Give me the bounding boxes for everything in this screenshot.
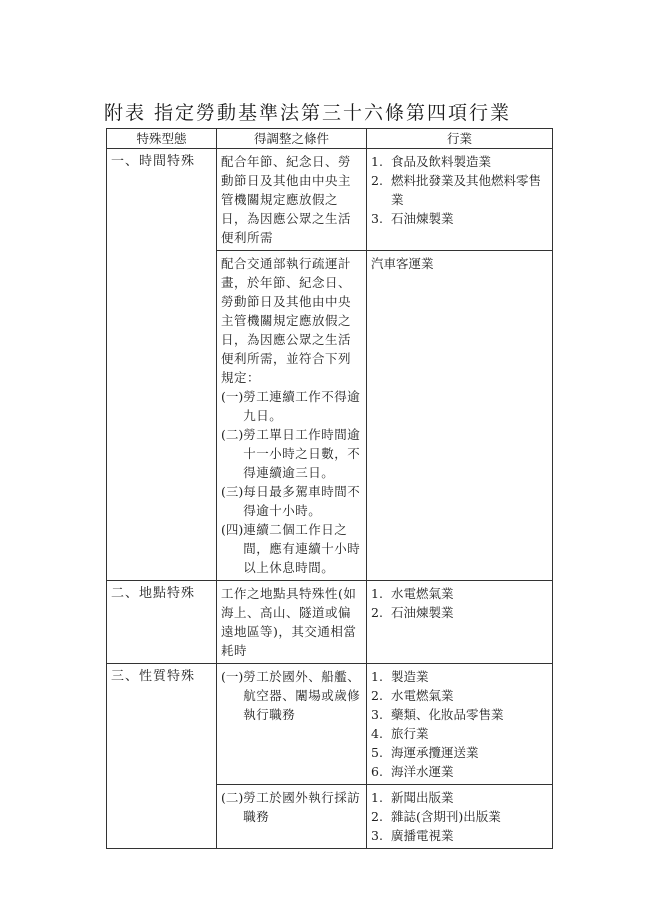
condition-text: 配合年節、紀念日、勞動節日及其他由中央主管機關規定應放假之日，為因應公眾之生活便利所需: [221, 154, 352, 245]
sub-condition: (二) 勞工於國外執行採訪職務: [221, 790, 361, 824]
sub-condition: (二) 勞工單日工作時間逾十一小時之日數，不得連續逾三日。: [221, 427, 361, 480]
type-nature-special: 三、性質特殊: [107, 664, 217, 849]
type-location-special: 二、地點特殊: [107, 581, 217, 664]
list-item: 3. 藥類、化妝品零售業: [371, 707, 504, 722]
list-item: 6. 海洋水運業: [371, 764, 454, 779]
condition-cell: [217, 251, 367, 581]
header-special-type: 特殊型態: [107, 129, 217, 149]
list-item: 2. 雜誌(含期刊)出版業: [371, 809, 501, 824]
list-item: 3. 石油煉製業: [371, 211, 454, 226]
condition-text: 工作之地點具特殊性(如海上、高山、隧道或偏遠地區等)，其交通相當耗時: [221, 586, 357, 658]
table-row: [107, 149, 553, 251]
sub-condition: (四) 連續二個工作日之間，應有連續十小時以上休息時間。: [221, 522, 361, 575]
list-item: 4. 旅行業: [371, 726, 429, 741]
list-item: 1. 新聞出版業: [371, 790, 454, 805]
list-item: 1. 食品及飲料製造業: [371, 154, 492, 169]
condition-cell: [217, 581, 367, 664]
industry-name: 汽車客運業: [371, 256, 434, 271]
table-header-row: [107, 129, 553, 149]
list-item: 2. 石油煉製業: [371, 605, 454, 620]
list-item: 5. 海運承攬運送業: [371, 745, 479, 760]
list-item: 2. 燃料批發業及其他燃料零售業: [371, 173, 542, 207]
list-item: 2. 水電燃氣業: [371, 688, 454, 703]
sub-condition: (一) 勞工於國外、船艦、航空器、闈場或歲修執行職務: [221, 669, 361, 722]
industry-cell: [367, 664, 553, 785]
industry-cell: [367, 785, 553, 849]
table-row: [107, 581, 553, 664]
list-item: 1. 製造業: [371, 669, 429, 684]
condition-cell: [217, 664, 367, 785]
page-title: 附表 指定勞動基準法第三十六條第四項行業: [104, 102, 512, 124]
condition-cell: [217, 785, 367, 849]
list-item: 1. 水電燃氣業: [371, 586, 454, 601]
header-conditions: 得調整之條件: [217, 129, 367, 149]
industry-cell: [367, 149, 553, 251]
industry-cell: [367, 581, 553, 664]
industry-table: [106, 128, 553, 849]
sub-condition: (一) 勞工連續工作不得逾九日。: [221, 389, 361, 423]
condition-cell: [217, 149, 367, 251]
list-item: 3. 廣播電視業: [371, 828, 454, 843]
header-industry: 行業: [367, 129, 553, 149]
table-row: [107, 664, 553, 785]
type-time-special: 一、時間特殊: [107, 149, 217, 581]
industry-cell: [367, 251, 553, 581]
condition-text: 配合交通部執行疏運計畫，於年節、紀念日、勞動節日及其他由中央主管機關規定應放假之日，為因應公眾之生活便利所需，並符合下列規定：: [221, 256, 352, 385]
sub-condition: (三) 每日最多駕車時間不得逾十小時。: [221, 484, 361, 518]
